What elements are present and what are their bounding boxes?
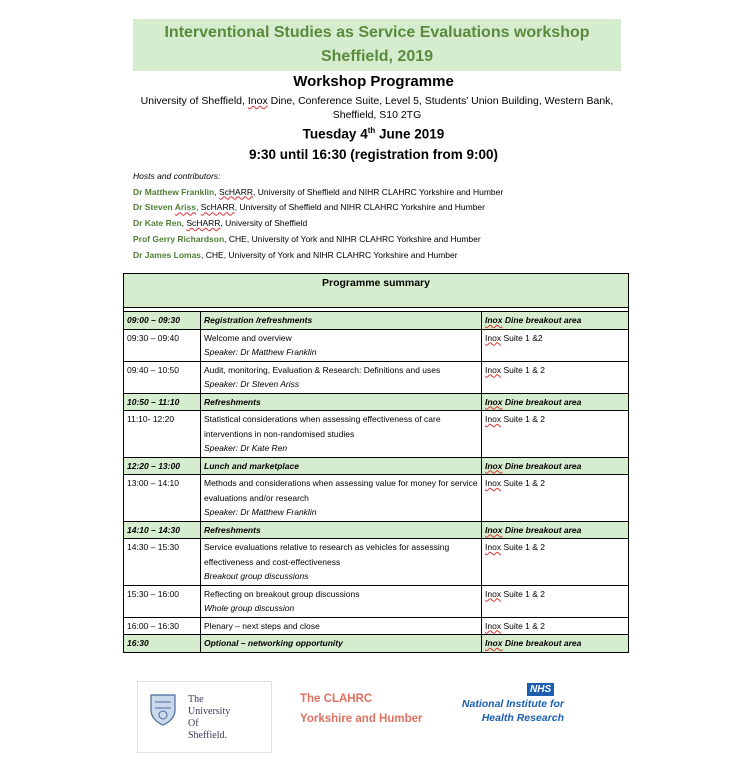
row-time: 09:30 – 09:40 [124, 329, 201, 361]
row-title: Methods and considerations when assessing value for money for service evaluations and/or research [204, 478, 478, 503]
row-location-inox: Inox [485, 478, 502, 488]
table-row [124, 617, 629, 635]
programme-title: Workshop Programme [293, 73, 454, 90]
row-time: 12:20 – 13:00 [124, 457, 201, 475]
nihr-logo [444, 697, 564, 725]
nhs-badge: NHS [527, 683, 554, 696]
row-speaker: Speaker: Dr Matthew Franklin [204, 507, 317, 517]
row-location-inox: Inox [485, 364, 502, 375]
host-item [133, 248, 503, 264]
row-speaker: Speaker: Dr Kate Ren [204, 443, 288, 453]
table-row [124, 361, 629, 393]
row-time: 10:50 – 11:10 [124, 393, 201, 411]
venue-address [140, 94, 614, 122]
row-title: Reflecting on breakout group discussions [204, 588, 360, 599]
uos-line: University [188, 706, 231, 717]
clahrc-line: Yorkshire and Humber [300, 713, 423, 725]
row-location-inox: Inox [485, 542, 502, 552]
sheffield-shield-icon [150, 694, 176, 726]
row-location-inox: Inox [485, 332, 502, 343]
row-location-rest: Suite 1 & 2 [501, 588, 546, 599]
table-row [124, 539, 629, 586]
host-org: CHE [228, 233, 247, 244]
row-session [201, 539, 482, 586]
hosts-label: Hosts and contributors: [133, 171, 221, 181]
row-title: Service evaluations relative to research as vehicles for assessing effectiveness and cost-effectiveness [204, 542, 450, 567]
table-row [124, 635, 629, 653]
title-banner [133, 19, 621, 71]
table-row [124, 475, 629, 522]
row-location-rest: Dine breakout area [502, 638, 582, 648]
host-item [133, 216, 503, 232]
row-speaker: Breakout group discussions [204, 571, 309, 581]
banner-title: Interventional Studies as Service Evaluations workshop [164, 24, 590, 41]
host-name: Dr Matthew Franklin [133, 186, 215, 197]
row-location-inox: Inox [485, 524, 503, 535]
uos-line: Sheffield. [188, 730, 227, 741]
host-affil: , University of Sheffield and NIHR CLAHRC Yorkshire and Humber [252, 186, 504, 197]
uos-line: Of [188, 718, 199, 729]
host-name: Dr James Lomas [133, 249, 202, 260]
row-title: Lunch and marketplace [204, 460, 299, 471]
host-org: ScHARR [200, 202, 235, 213]
row-location-rest: Dine breakout area [502, 460, 582, 471]
clahrc-line: The CLAHRC [300, 693, 373, 705]
row-session [201, 475, 482, 522]
row-session [201, 635, 482, 653]
row-location [482, 312, 629, 330]
host-affil: , University of York and NIHR CLAHRC Yorkshire and Humber [246, 233, 481, 244]
row-location-rest: Suite 1 & 2 [501, 620, 546, 631]
host-org: ScHARR [218, 186, 253, 197]
row-time: 15:30 – 16:00 [124, 585, 201, 617]
host-item [133, 185, 503, 201]
date-rest: June 2019 [375, 126, 445, 142]
host-affil: , University of Sheffield and NIHR CLAHRC Yorkshire and Humber [234, 202, 485, 213]
uos-line: The [188, 694, 204, 705]
row-location-inox: Inox [485, 414, 502, 424]
host-name: Dr Kate Ren [133, 218, 182, 229]
university-of-sheffield-logo [137, 681, 272, 753]
row-title: Registration /refreshments [204, 315, 313, 325]
host-item [133, 232, 503, 248]
row-time: 14:30 – 15:30 [124, 539, 201, 586]
row-location-rest: Suite 1 & 2 [501, 542, 546, 552]
row-time: 09:40 – 10:50 [124, 361, 201, 393]
row-title: Plenary – next steps and close [204, 620, 320, 631]
row-time: 11:10- 12:20 [124, 411, 201, 458]
row-time: 16:00 – 16:30 [124, 617, 201, 635]
host-sep: , [201, 249, 206, 260]
host-sep: , [224, 233, 229, 244]
row-title: Welcome and overview [204, 332, 292, 343]
row-session [201, 521, 482, 539]
row-location [482, 475, 629, 522]
row-location-inox: Inox [485, 315, 503, 325]
venue-line1-pre: University of Sheffield, [140, 95, 248, 107]
row-location [482, 329, 629, 361]
host-name: Dr Steven [133, 202, 175, 213]
table-row [124, 393, 629, 411]
row-session [201, 617, 482, 635]
table-row [124, 411, 629, 458]
row-location [482, 457, 629, 475]
row-location [482, 393, 629, 411]
venue-line1-post: Dine, Conference Suite, Level 5, Students' Union Building, Western Bank, [267, 95, 614, 107]
nihr-line: Health Research [481, 712, 564, 724]
row-location-inox: Inox [485, 588, 502, 599]
row-location-rest: Suite 1 &2 [501, 332, 543, 343]
row-location [482, 617, 629, 635]
hosts-list [133, 169, 503, 263]
uos-wordmark [188, 694, 230, 742]
row-session [201, 457, 482, 475]
nihr-line: National Institute for [461, 698, 564, 710]
table-row [124, 329, 629, 361]
host-sep: , [181, 218, 187, 229]
row-location-rest: Suite 1 & 2 [501, 478, 546, 488]
row-session [201, 361, 482, 393]
row-location-rest: Dine breakout area [502, 524, 582, 535]
row-time: 14:10 – 14:30 [124, 521, 201, 539]
row-location [482, 361, 629, 393]
host-org: CHE [205, 249, 224, 260]
clahrc-logo [300, 689, 423, 729]
row-location [482, 521, 629, 539]
row-session [201, 585, 482, 617]
workshop-time: 9:30 until 16:30 (registration from 9:00) [248, 147, 499, 162]
table-row [124, 312, 629, 330]
row-location-inox: Inox [485, 620, 502, 631]
table-row [124, 457, 629, 475]
row-session [201, 329, 482, 361]
row-title: Audit, monitoring, Evaluation & Research: Definitions and uses [204, 364, 441, 375]
host-name: Prof Gerry Richardson [133, 233, 225, 244]
host-affil: , University of York and NIHR CLAHRC Yorkshire and Humber [223, 249, 458, 260]
row-location-inox: Inox [485, 396, 503, 407]
row-location [482, 585, 629, 617]
row-session [201, 312, 482, 330]
row-location-rest: Dine breakout area [502, 315, 582, 325]
host-sep: , [196, 202, 201, 213]
row-location [482, 539, 629, 586]
row-location-rest: Dine breakout area [502, 396, 582, 407]
row-time: 09:00 – 09:30 [124, 312, 201, 330]
row-session [201, 393, 482, 411]
row-speaker: Speaker: Dr Steven Ariss [204, 379, 300, 389]
row-location [482, 411, 629, 458]
host-item [133, 200, 503, 216]
row-location [482, 635, 629, 653]
row-speaker: Speaker: Dr Matthew Franklin [204, 347, 317, 357]
workshop-date [0, 126, 747, 142]
row-location-rest: Suite 1 & 2 [501, 364, 546, 375]
programme-summary-header: Programme summary [124, 274, 629, 308]
row-time: 16:30 [124, 635, 201, 653]
host-affil: , University of Sheffield [220, 218, 308, 229]
date-day: Tuesday 4 [302, 126, 368, 142]
host-sep: , [214, 186, 219, 197]
row-location-inox: Inox [485, 460, 503, 471]
table-row [124, 585, 629, 617]
row-location-inox: Inox [485, 638, 503, 648]
banner-subtitle: Sheffield, 2019 [320, 48, 434, 65]
row-speaker: Whole group discussion [204, 603, 295, 613]
host-name-surname: Ariss [174, 202, 196, 213]
row-title: Statistical considerations when assessing effectiveness of care interventions in non-randomised studies [204, 414, 441, 439]
table-row [124, 521, 629, 539]
venue-inox: Inox [247, 95, 268, 107]
row-title: Refreshments [204, 396, 261, 407]
row-location-rest: Suite 1 & 2 [501, 414, 546, 424]
row-title: Refreshments [204, 524, 261, 535]
venue-line2: Sheffield, S10 2TG [332, 109, 422, 121]
programme-table [123, 273, 629, 653]
row-time: 13:00 – 14:10 [124, 475, 201, 522]
host-org: ScHARR [186, 218, 221, 229]
row-session [201, 411, 482, 458]
row-title: Optional – networking opportunity [204, 638, 343, 648]
date-suffix: th [367, 126, 376, 135]
